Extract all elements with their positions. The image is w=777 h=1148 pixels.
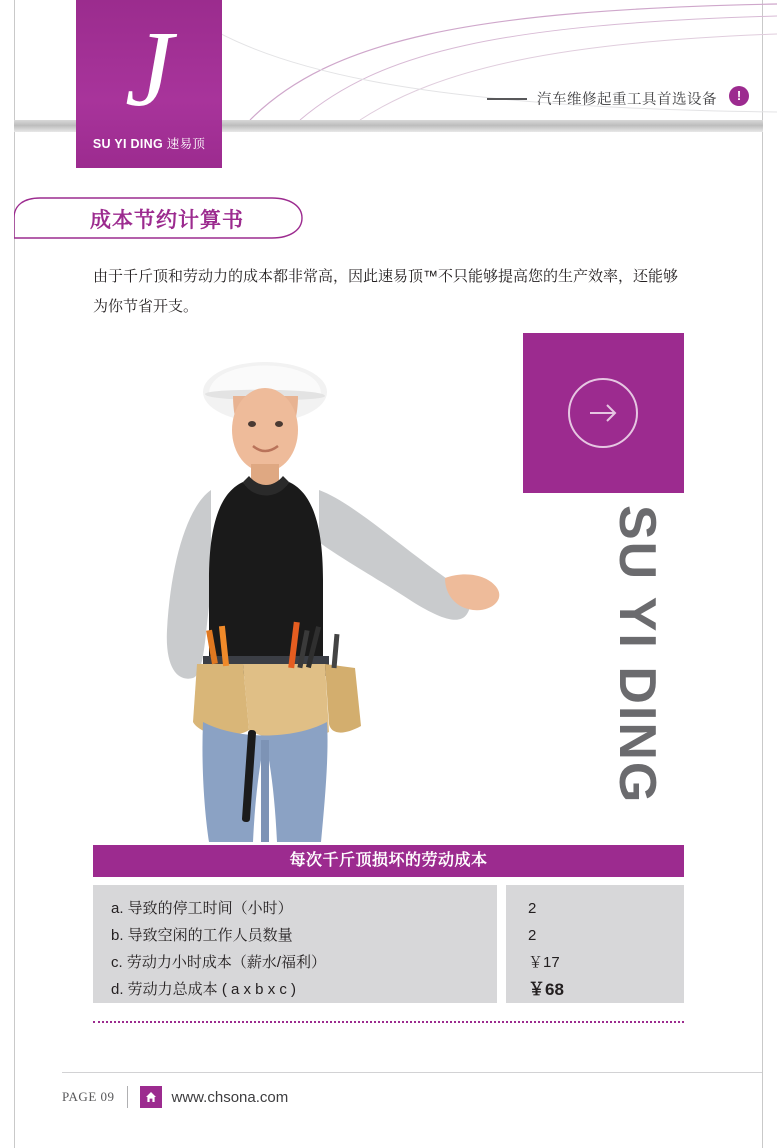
footer-separator (127, 1086, 128, 1108)
footer-website-url[interactable]: www.chsona.com (171, 1088, 289, 1106)
logo-wordmark (76, 134, 222, 152)
section-title-tab (14, 196, 306, 240)
table-cell-value: 2 (528, 927, 537, 944)
worker-illustration-icon (93, 330, 523, 842)
tagline-text: 汽车维修起重工具首选设备 (537, 92, 717, 108)
worker-photo (93, 330, 523, 842)
logo-chinese-text: 速易顶 (166, 137, 206, 151)
table-cell-total-value: ￥68 (528, 980, 564, 999)
table-label-column (93, 885, 497, 1003)
logo-letter: J (125, 10, 173, 129)
header-tagline (487, 88, 717, 109)
cost-table (93, 885, 684, 1003)
page-footer (62, 1080, 762, 1114)
brand-logo-block (76, 0, 222, 168)
section-title-text: 成本节约计算书 (90, 209, 244, 232)
table-cell-value: 2 (528, 900, 537, 917)
page-frame-left-rule (14, 0, 15, 1148)
arrow-right-icon (568, 378, 638, 448)
table-cell-value: ￥17 (528, 954, 560, 971)
table-value-column (506, 885, 684, 1003)
page-frame-right-rule (762, 0, 763, 1148)
intro-paragraph: 由于千斤顶和劳动力的成本都非常高，因此速易顶™不只能够提高您的生产效率，还能够为你节省开支。 (93, 268, 679, 315)
table-row: c. 劳动力小时成本（薪水/福利） (111, 954, 327, 971)
table-row: b. 导致空闲的工作人员数量 (111, 927, 293, 944)
table-row: a. 导致的停工时间（小时） (111, 900, 293, 917)
page-number: PAGE 09 (62, 1089, 115, 1104)
footer-divider (62, 1072, 762, 1073)
tagline-badge-icon: ! (729, 86, 749, 106)
tagline-rule (487, 98, 527, 100)
vertical-brand-text: SU YI DING (608, 505, 666, 805)
table-title: 每次千斤顶损坏的劳动成本 (93, 845, 684, 877)
table-row: d. 劳动力总成本 ( a x b x c ) (111, 981, 297, 998)
logo-latin-text: SU YI DING (92, 137, 163, 151)
dotted-divider (93, 1021, 684, 1023)
home-icon (140, 1086, 162, 1108)
